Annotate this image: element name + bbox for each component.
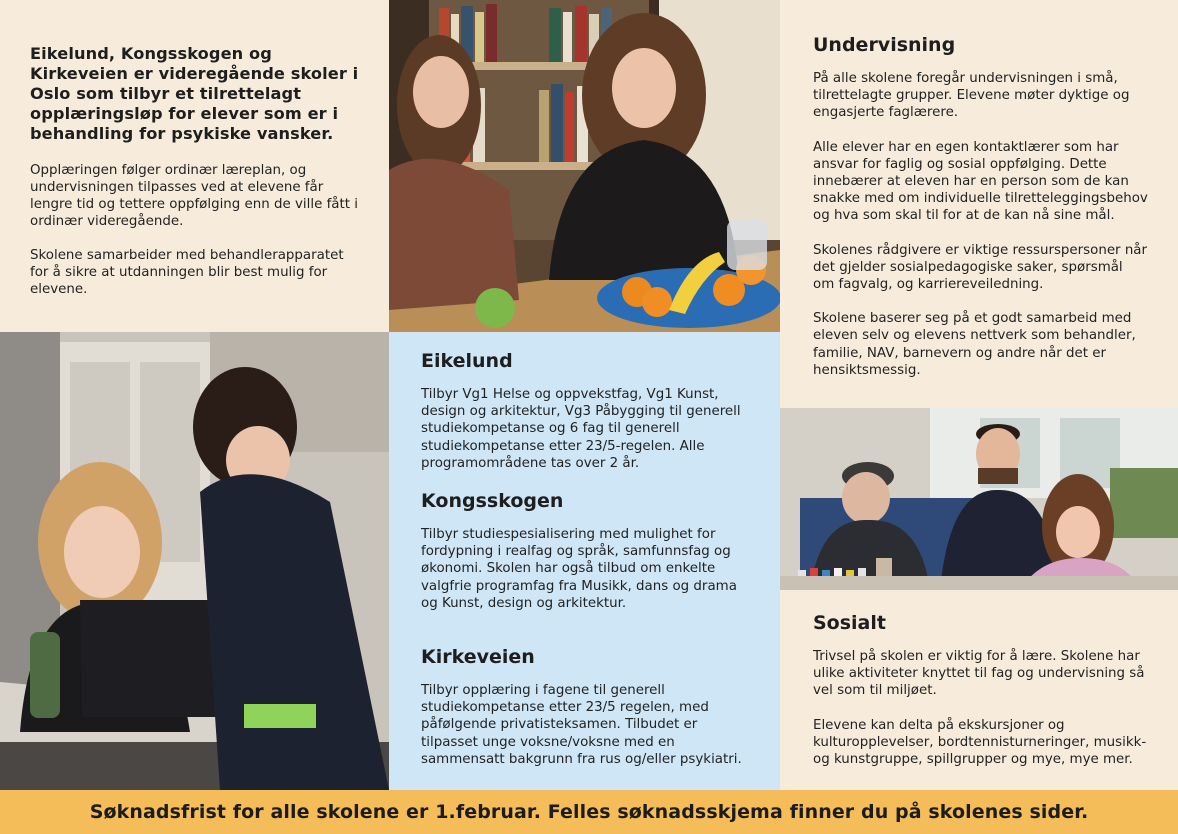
undervisning-paragraph-4: Skolene baserer seg på et godt samarbeid med eleven selv og elevens nettverk som behandler, familie, NAV, barnevern og andre når det er hensiktsmessig. xyxy=(813,311,1136,378)
school-description: Tilbyr opplæring i fagene til generell studiekompetanse etter 23/5 regelen, med påfølgende privatisteksamen. Tilbudet er tilpasset unge voksne/voksne med en sammensatt bakgrunn fra rus og/eller psykiatri. xyxy=(421,683,742,767)
school-title: Kirkeveien xyxy=(421,646,535,669)
intro-paragraph-2: Skolene samarbeider med behandlerapparatet for å sikre at utdanningen blir best mulig for elevene. xyxy=(30,248,344,297)
undervisning-panel xyxy=(780,0,1178,408)
undervisning-paragraph-1: På alle skolene foregår undervisningen i små, tilrettelagte grupper. Elevene møter dyktige og engasjerte faglærere. xyxy=(813,71,1130,121)
school-title: Kongsskogen xyxy=(421,490,564,513)
deadline-banner xyxy=(0,790,1178,834)
sosialt-paragraph-1: Trivsel på skolen er viktig for å lære. Skolene har ulike aktiviteter knyttet til fag og undervisning så vel som til miljøet. xyxy=(813,649,1145,699)
sosialt-paragraph-2: Elevene kan delta på ekskursjoner og kulturopplevelser, bordtennisturneringer, musikk- og kunstgruppe, spillgrupper og mye, mye mer. xyxy=(813,717,1147,768)
photo-teacher-helping-student xyxy=(0,332,389,790)
intro-panel xyxy=(0,0,389,332)
photo-students-at-table xyxy=(389,0,780,332)
sosialt-title: Sosialt xyxy=(813,612,886,634)
school-section-eikelund xyxy=(421,350,748,472)
intro-heading: Eikelund, Kongsskogen og Kirkeveien er videregående skoler i Oslo som tilbyr et tilrettelagt opplæringsløp for elever som er i behandling for psykiske vansker. xyxy=(30,44,359,143)
school-description: Tilbyr studiespesialisering med mulighet for fordypning i realfag og språk, samfunnsfag og økonomi. Skolen har også tilbud om enkelte valgfrie programfag fra Musikk, dans og drama og Kunst, design og arkitektur. xyxy=(421,527,737,611)
deadline-text: Søknadsfrist for alle skolene er 1.februar. Felles søknadsskjema finner du på skolenes sider. xyxy=(89,801,1089,823)
photo-students-painting xyxy=(780,408,1178,590)
intro-paragraph-1: Opplæringen følger ordinær læreplan, og undervisningen tilpasses ved at elevene får lengre tid og tettere oppfølging enn de ville fått i ordinær videregående. xyxy=(30,163,358,229)
school-section-kongsskogen xyxy=(421,490,748,612)
sosialt-panel xyxy=(780,590,1178,790)
undervisning-paragraph-3: Skolenes rådgivere er viktige ressurspersoner når det gjelder sosialpedagogiske saker, spørsmål om fagvalg, og karriereveiledning. xyxy=(813,242,1148,293)
undervisning-title: Undervisning xyxy=(813,34,956,56)
school-section-kirkeveien xyxy=(421,646,748,768)
school-description: Tilbyr Vg1 Helse og oppvekstfag, Vg1 Kunst, design og arkitektur, Vg3 Påbygging til generell studiekompetanse og 6 fag til generell studiekompetanse etter 23/5-regelen. Alle programområdene tas over 2 år. xyxy=(421,387,741,471)
school-title: Eikelund xyxy=(421,350,513,372)
schools-panel xyxy=(389,332,780,790)
undervisning-paragraph-2: Alle elever har en egen kontaktlærer som har ansvar for faglig og sosial oppfølging. Dette innebærer at eleven har en person som de kan snakke med om individuelle tilretteleggingsbehov og hva som skal til for at de kan nå sine mål. xyxy=(813,139,1148,224)
